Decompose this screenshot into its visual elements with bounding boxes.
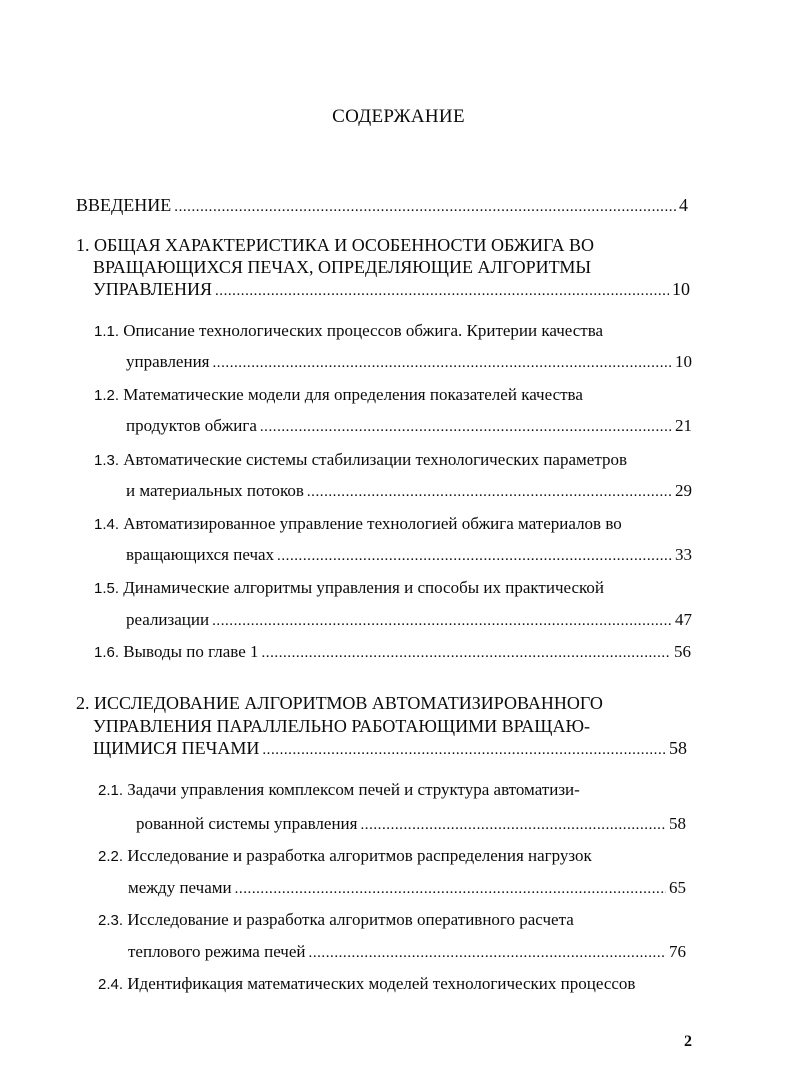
dot-leader [260,416,672,436]
toc-entry-intro[interactable] [76,195,688,215]
dot-leader [309,942,666,962]
chapter-2-line-2: УПРАВЛЕНИЯ ПАРАЛЛЕЛЬНО РАБОТАЮЩИМИ ВРАЩАЮ- [93,716,590,736]
section-number: 1.1. [94,323,120,340]
section-number: 1.3. [94,452,120,469]
chapter-1-line-3[interactable] [93,279,690,299]
section-2-3[interactable] [98,910,574,931]
toc-page: 10 [675,352,692,371]
section-title: Описание технологических процессов обжига. Критерии качества [123,321,604,340]
section-title-cont: рованной системы управления [136,814,358,833]
toc-page: 33 [675,545,692,564]
section-number: 1.4. [94,516,120,533]
section-title-cont: реализации [126,610,210,629]
chapter-2-line-3[interactable] [93,738,687,758]
toc-page: 56 [674,642,691,661]
section-number: 1.2. [94,387,120,404]
section-title-cont: и материальных потоков [126,481,304,500]
section-title: Математические модели для определения показателей качества [123,385,583,404]
section-head [94,642,259,663]
section-number: 2.4. [98,976,124,993]
page-number: 2 [684,1033,692,1050]
section-number: 2.3. [98,912,124,929]
section-1-1-cont[interactable] [126,352,692,372]
toc-page: 10 [672,279,690,299]
dot-leader [262,642,672,662]
section-1-4-cont[interactable] [126,545,692,565]
dot-leader [307,481,672,501]
dot-leader [235,878,666,898]
toc-page: 29 [675,481,692,500]
toc-page: 58 [669,738,687,758]
toc-page: 76 [669,942,686,961]
toc-entry-label: ЩИМИСЯ ПЕЧАМИ [93,738,260,758]
section-1-5[interactable] [94,578,604,599]
section-title: Задачи управления комплексом печей и структура автоматизи- [127,780,580,799]
page-title: СОДЕРЖАНИЕ [332,106,465,127]
section-1-4[interactable] [94,514,622,535]
section-2-3-cont[interactable] [128,942,686,962]
section-title-cont: между печами [128,878,232,897]
section-2-4[interactable] [98,974,635,995]
section-1-3-cont[interactable] [126,481,692,501]
dot-leader [360,814,666,834]
section-2-1[interactable] [98,780,580,801]
section-title: Исследование и разработка алгоритмов оперативного расчета [127,910,574,929]
section-title: Автоматизированное управление технологией обжига материалов во [123,514,622,533]
section-number: 2.2. [98,848,124,865]
section-1-6[interactable] [94,642,691,663]
section-number: 1.5. [94,580,120,597]
section-2-1-cont[interactable] [136,814,686,834]
toc-page: 4 [679,195,688,215]
section-title: Исследование и разработка алгоритмов распределения нагрузок [127,846,592,865]
section-title: Идентификация математических моделей технологических процессов [127,974,636,993]
section-title-cont: теплового режима печей [128,942,306,961]
toc-page: 21 [675,416,692,435]
section-1-1[interactable] [94,321,603,342]
section-1-2-cont[interactable] [126,416,692,436]
section-title: Динамические алгоритмы управления и способы их практической [123,578,605,597]
dot-leader [212,610,672,630]
toc-page: 47 [675,610,692,629]
dot-leader [262,738,666,758]
dot-leader [277,545,672,565]
dot-leader [174,195,676,215]
section-title-cont: вращающихся печах [126,545,275,564]
dot-leader [213,352,673,372]
section-title-cont: продуктов обжига [126,416,257,435]
dot-leader [215,279,669,299]
section-1-3[interactable] [94,450,627,471]
section-2-2-cont[interactable] [128,878,686,898]
toc-page: 58 [669,814,686,833]
chapter-1-line-1[interactable]: 1. ОБЩАЯ ХАРАКТЕРИСТИКА И ОСОБЕННОСТИ ОБЖИГА ВО [76,235,594,255]
section-number: 1.6. [94,644,120,661]
toc-entry-label: ВВЕДЕНИЕ [76,195,172,215]
chapter-1-line-2: ВРАЩАЮЩИХСЯ ПЕЧАХ, ОПРЕДЕЛЯЮЩИЕ АЛГОРИТМЫ [93,257,592,277]
section-title-cont: управления [126,352,210,371]
section-title: Выводы по главе 1 [123,642,259,661]
section-title: Автоматические системы стабилизации технологических параметров [123,450,627,469]
toc-page: 65 [669,878,686,897]
section-number: 2.1. [98,782,124,799]
chapter-2-line-1[interactable]: 2. ИССЛЕДОВАНИЕ АЛГОРИТМОВ АВТОМАТИЗИРОВАННОГО [76,693,603,713]
section-1-2[interactable] [94,385,583,406]
section-1-5-cont[interactable] [126,610,692,630]
toc-entry-label: УПРАВЛЕНИЯ [93,279,212,299]
section-2-2[interactable] [98,846,592,867]
